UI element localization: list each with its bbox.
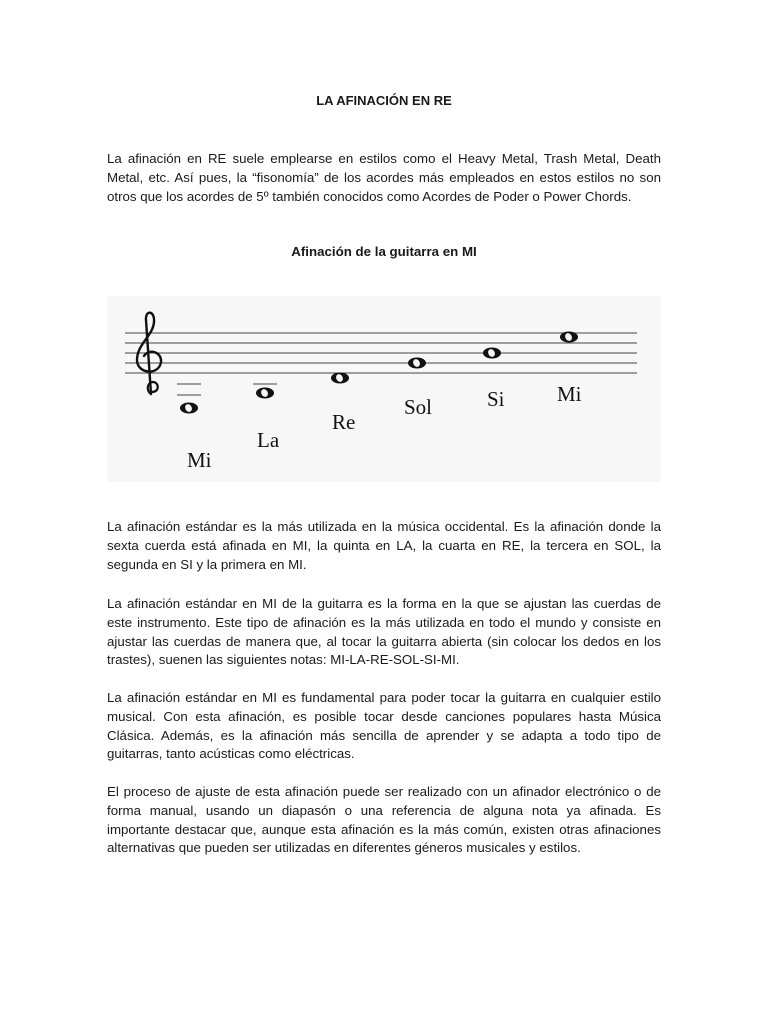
note-si — [483, 348, 501, 359]
note-sol — [408, 358, 426, 369]
body-paragraph: El proceso de ajuste de esta afinación puede ser realizado con un afinador electrónico o de forma manual, usando un diapasón o una referencia de alguna nota ya afinada. Es importante destacar que, aunque esta afinación es la más común, existen otras afinaciones alternativas que pueden ser utilizadas en diferentes géneros musicales y estilos. — [107, 784, 661, 856]
note-label: Re — [332, 410, 356, 434]
staff-figure — [107, 296, 661, 482]
body-paragraph: La afinación estándar es la más utilizada en la música occidental. Es la afinación donde la sexta cuerda está afinada en MI, la quinta en LA, la cuarta en RE, la tercera en SOL, la segunda en SI y la primera en MI. — [107, 519, 661, 572]
body-paragraph: La afinación estándar en MI de la guitarra es la forma en la que se ajustan las cuerdas de este instrumento. Este tipo de afinación es la más utilizada en todo el mundo y consiste en ajustar las cuerdas de manera que, al tocar la guitarra abierta (sin colocar los dedos en los trastes), suenen las siguientes notas: MI-LA-RE-SOL-SI-MI. — [107, 596, 661, 668]
section-title: Afinación de la guitarra en MI — [291, 244, 477, 259]
note-label: Mi — [187, 448, 212, 472]
note-label: Mi — [557, 382, 582, 406]
note-mi-low — [180, 403, 198, 414]
document-title: LA AFINACIÓN EN RE — [316, 93, 452, 108]
note-label: La — [257, 428, 280, 452]
note-re — [331, 373, 349, 384]
note-label: Sol — [404, 395, 433, 419]
note-label: Si — [487, 387, 505, 411]
note-la — [256, 388, 274, 399]
intro-paragraph: La afinación en RE suele emplearse en estilos como el Heavy Metal, Trash Metal, Death Metal, etc. Así pues, la “fisonomía” de los acordes más empleados en estos estilos no son otros que los acordes de 5º también conocidos como Acordes de Poder o Power Chords. — [107, 151, 661, 204]
note-mi-high — [560, 332, 578, 343]
body-paragraph: La afinación estándar en MI es fundamental para poder tocar la guitarra en cualquier estilo musical. Con esta afinación, es posible tocar desde canciones populares hasta Música Clásica. Además, es la afinación más sencilla de aprender y se adapta a todo tipo de guitarras, tanto acústicas como eléctricas. — [107, 690, 661, 762]
music-staff-svg — [107, 296, 661, 482]
